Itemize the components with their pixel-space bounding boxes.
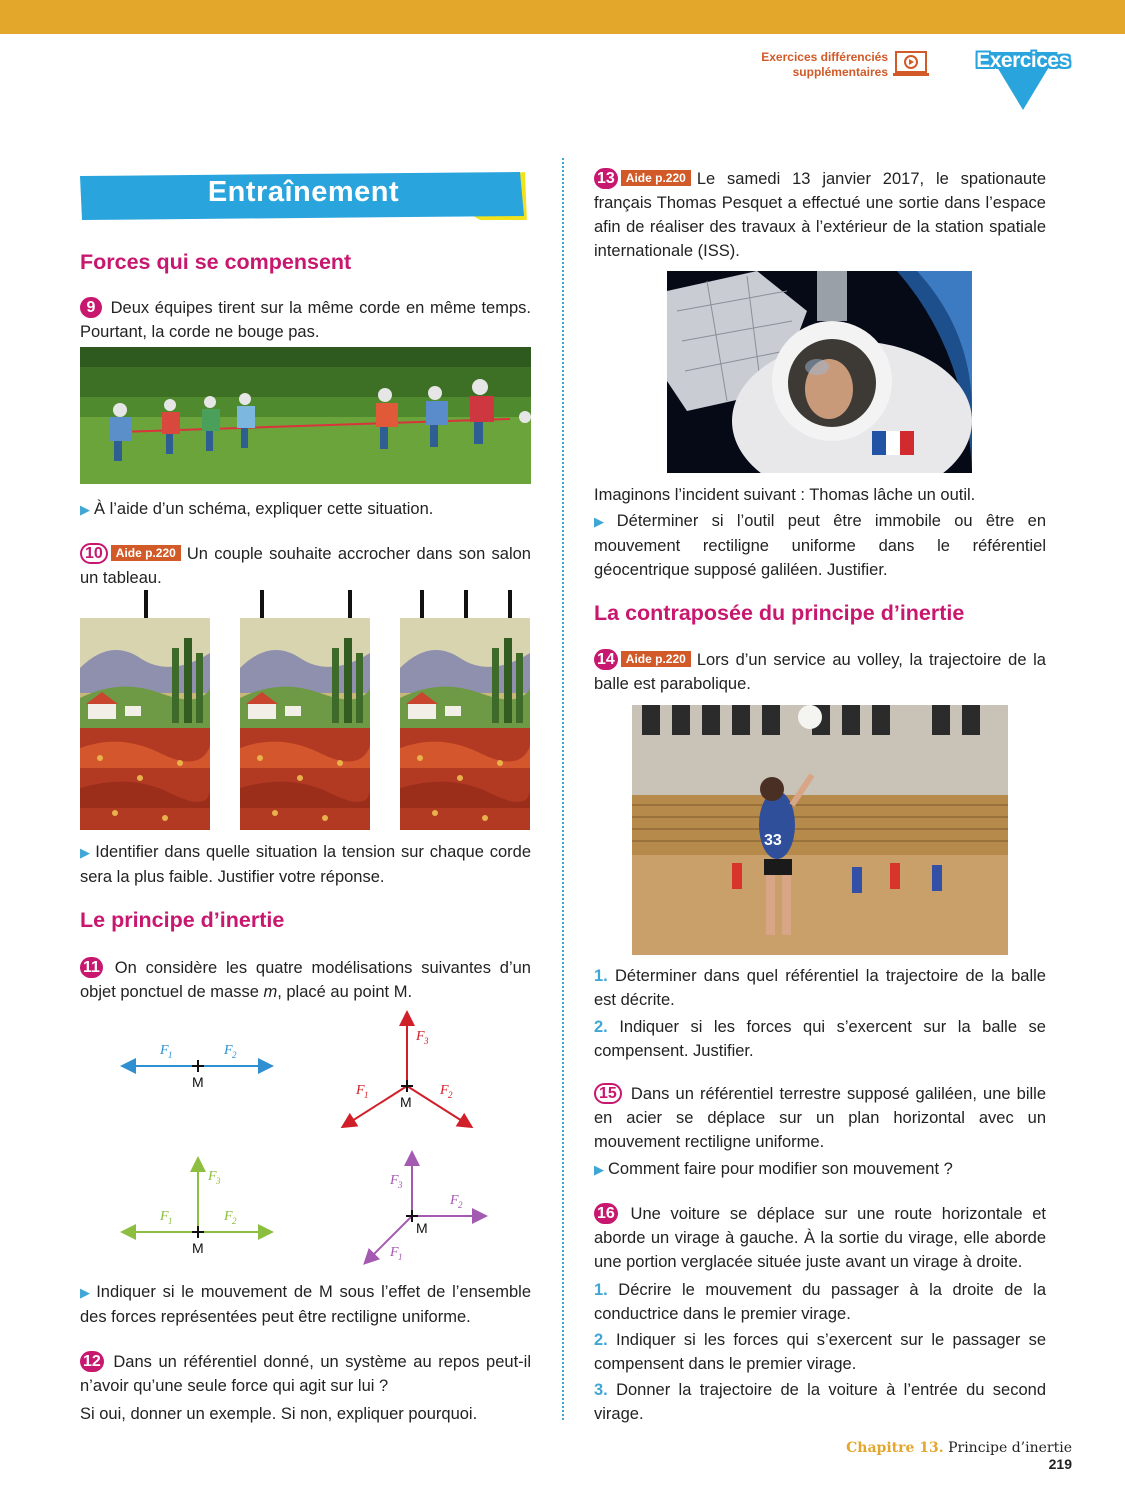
section-forces-compensate: Forces qui se compensent	[80, 250, 352, 274]
question-number: 1.	[594, 1281, 608, 1299]
task-arrow-icon: ▶	[80, 502, 90, 517]
force-label: F	[224, 1043, 233, 1058]
exercise-15-task	[594, 1157, 1046, 1182]
exercise-text: Deux équipes tirent sur la même corde en même temps. Pourtant, la corde ne bouge pas.	[80, 299, 531, 341]
exercise-number: 14	[594, 649, 618, 670]
point-label: M	[192, 1240, 204, 1256]
force-index: 1	[168, 1050, 173, 1060]
column-divider	[562, 158, 564, 1420]
exercise-text: Dans un référentiel donné, un système au repos peut-il n’avoir qu’une seule force qui agit sur lui ?	[80, 1353, 531, 1395]
force-label: F	[160, 1043, 169, 1058]
exercise-16-q1	[594, 1278, 1046, 1326]
task-text: Déterminer si l’outil peut être immobile ou être en mouvement rectiligne uniforme dans le référentiel géocentrique supposé galiléen. Justifier.	[594, 512, 1047, 579]
question-number: 3.	[594, 1381, 608, 1399]
exercise-11	[80, 956, 531, 1004]
diagram-3	[124, 1160, 270, 1256]
task-arrow-icon: ▶	[594, 514, 613, 529]
question-text: Décrire le mouvement du passager à la droite de la conductrice dans le premier virage.	[594, 1281, 1046, 1323]
page-footer	[820, 1440, 1072, 1473]
question-text: Déterminer dans quel référentiel la trajectoire de la balle est décrite.	[594, 967, 1046, 1009]
exercise-9	[80, 296, 531, 344]
task-text: Indiquer si le mouvement de M sous l’effet de l’ensemble des forces représentées peut être rectiligne uniforme.	[80, 1283, 531, 1326]
force-label: F	[416, 1029, 425, 1044]
task-text: Comment faire pour modifier son mouvement ?	[608, 1160, 953, 1178]
exercise-14	[594, 648, 1046, 696]
aide-link[interactable]: Aide p.220	[111, 545, 181, 561]
task-arrow-icon: ▶	[80, 1285, 93, 1300]
exercise-number: 13	[594, 168, 618, 189]
task-text: À l’aide d’un schéma, expliquer cette situation.	[94, 500, 434, 518]
point-label: M	[416, 1220, 428, 1236]
task-arrow-icon: ▶	[80, 845, 92, 860]
diagram-1	[124, 1043, 270, 1090]
aide-link[interactable]: Aide p.220	[621, 651, 691, 667]
exercise-number: 15	[594, 1083, 622, 1104]
exercise-13-task	[594, 509, 1046, 582]
force-label: F	[208, 1169, 217, 1184]
volleyball-photo	[632, 705, 1008, 955]
force-index: 3	[216, 1176, 221, 1186]
exercise-text: Un couple souhaite accrocher dans son salon un tableau.	[80, 545, 531, 587]
force-index: 2	[232, 1216, 237, 1226]
force-label: F	[356, 1083, 365, 1098]
exercise-number: 9	[80, 297, 102, 318]
task-arrow-icon: ▶	[594, 1162, 604, 1177]
exercise-16	[594, 1202, 1046, 1274]
exercise-14-q2	[594, 1015, 1046, 1063]
question-text: Indiquer si les forces qui s’exercent sur le passager se compensent dans le premier virage.	[594, 1331, 1046, 1373]
video-laptop-icon[interactable]	[893, 50, 929, 78]
exercise-16-q2	[594, 1328, 1046, 1376]
force-index: 2	[448, 1090, 453, 1100]
three-paintings	[80, 590, 531, 830]
point-label: M	[400, 1094, 412, 1110]
extra-line-1: Exercices différenciés	[761, 50, 888, 64]
extra-exercises-label[interactable]	[740, 50, 888, 80]
exercise-11-task	[80, 1280, 531, 1329]
question-text: Indiquer si les forces qui s’exercent sur la balle se compensent. Justifier.	[594, 1018, 1046, 1060]
force-index: 3	[424, 1036, 429, 1046]
exercises-tab-label: Exercices	[976, 49, 1070, 72]
exercise-text: Une voiture se déplace sur une route horizontale et aborde un virage à gauche. À la sortie du virage, elle aborde une portion verglacée située juste avant un virage à droite.	[594, 1205, 1047, 1271]
force-index: 2	[232, 1050, 237, 1060]
exercise-number: 10	[80, 543, 108, 564]
exercise-13	[594, 167, 1046, 263]
jersey-number: 33	[764, 832, 782, 849]
question-number: 1.	[594, 967, 608, 985]
exercise-text: Lors d’un service au volley, la trajectoire de la balle est parabolique.	[594, 651, 1046, 693]
top-bar	[0, 0, 1125, 34]
question-number: 2.	[594, 1331, 608, 1349]
exercise-12	[80, 1350, 531, 1398]
point-label: M	[192, 1074, 204, 1090]
training-title: Entraînement	[207, 176, 400, 208]
exercise-number: 12	[80, 1351, 104, 1372]
tug-of-war-photo	[80, 347, 531, 484]
exercise-text-end: , placé au point M.	[277, 983, 413, 1001]
mass-symbol: m	[263, 983, 278, 1001]
exercise-text: On considère les quatre modélisations suivantes d’un objet ponctuel de masse	[80, 959, 531, 1001]
section-contrapositive: La contraposée du principe d’inertie	[594, 601, 965, 625]
section-inertia-principle: Le principe d’inertie	[80, 908, 285, 932]
exercise-15	[594, 1082, 1046, 1154]
page-number: 219	[1048, 1456, 1072, 1472]
force-index: 1	[168, 1216, 173, 1226]
diagram-4	[366, 1154, 484, 1262]
extra-line-2: supplémentaires	[792, 65, 888, 79]
exercise-13-text-2: Imaginons l’incident suivant : Thomas lâche un outil.	[594, 486, 976, 504]
force-label: F	[160, 1209, 169, 1224]
aide-link[interactable]: Aide p.220	[621, 170, 691, 186]
question-text: Donner la trajectoire de la voiture à l’entrée du second virage.	[594, 1381, 1046, 1423]
force-label: F	[440, 1083, 449, 1098]
exercise-number: 11	[80, 957, 103, 978]
exercise-16-q3	[594, 1378, 1046, 1426]
exercise-text: Dans un référentiel terrestre supposé galiléen, une bille en acier se déplace sur un plan horizontal avec un mouvement rectiligne uniforme.	[594, 1085, 1046, 1151]
exercise-14-q1	[594, 964, 1046, 1012]
force-label: F	[390, 1173, 399, 1188]
exercise-9-task	[80, 497, 531, 522]
force-label: F	[450, 1193, 459, 1208]
exercise-12-text-2: Si oui, donner un exemple. Si non, expliquer pourquoi.	[80, 1405, 478, 1423]
diagram-2	[344, 1014, 470, 1126]
exercise-10	[80, 542, 531, 590]
task-text: Identifier dans quelle situation la tension sur chaque corde sera la plus faible. Justifier votre réponse.	[80, 843, 531, 886]
exercise-10-task	[80, 840, 531, 889]
question-number: 2.	[594, 1018, 608, 1036]
force-index: 2	[458, 1200, 463, 1210]
force-label: F	[224, 1209, 233, 1224]
astronaut-photo	[667, 271, 972, 473]
force-index: 1	[364, 1090, 369, 1100]
force-label: F	[390, 1245, 399, 1260]
exercise-number: 16	[594, 1203, 618, 1224]
force-diagrams	[110, 1010, 510, 1275]
chapter-number: Chapitre 13.	[846, 1440, 944, 1456]
chapter-title: Principe d’inertie	[948, 1440, 1072, 1456]
force-index: 1	[398, 1252, 403, 1262]
force-index: 3	[398, 1180, 403, 1190]
exercise-text: Le samedi 13 janvier 2017, le spationaute français Thomas Pesquet a effectué une sortie dans l’espace afin de réaliser des travaux à l’extérieur de la station spatiale internationale (ISS).	[594, 170, 1046, 260]
